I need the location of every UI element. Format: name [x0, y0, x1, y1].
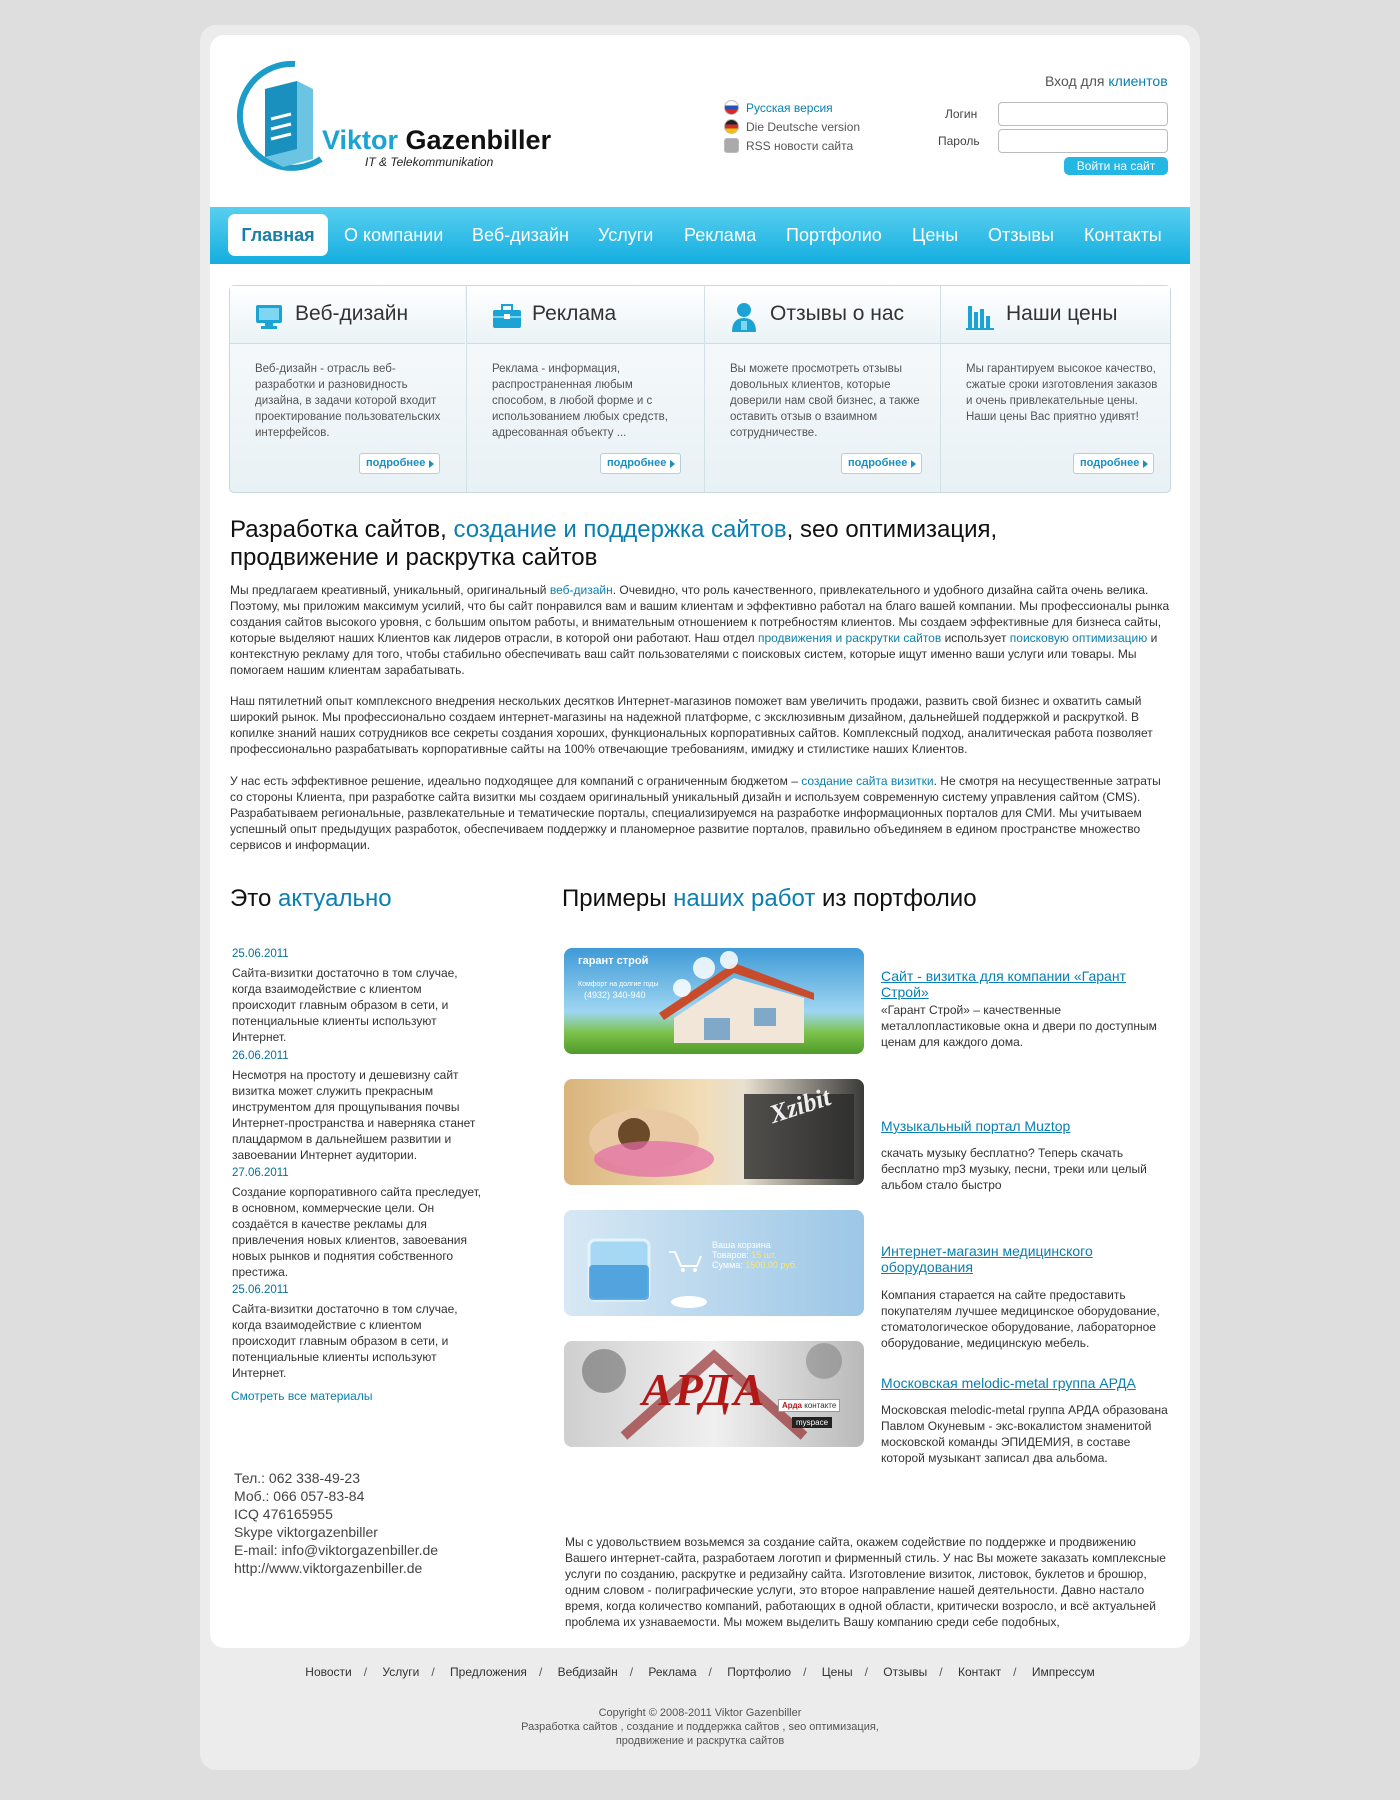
news-text: Создание корпоративного сайта преследует, в основном, коммерческие цели. Он создаётся в качестве рекламы для привлечения новых клиентов, завоевания новых рынков и поднятия собственного престижа.	[232, 1185, 482, 1279]
logo-name[interactable]	[322, 125, 551, 156]
promotion-link[interactable]: продвижения и раскрутки сайтов	[757, 631, 942, 645]
text: . Не смотря на несущественные затраты со стороны Клиента, при разработке сайта визитки мы создаем оригинальный уникальный дизайн и используем современную систему управления сайтом (CMS). Разрабатываем региональные, развлекательные и тематические порталы, специализируемся на разработке информационных порталов для СМИ. Мы учитываем успешный опыт предыдущих разработок, обеспечиваем поддержку и планомерное развитие порталов, правильно объединяем в едином пространстве множество сервисов и информации.	[230, 774, 1161, 852]
page-content	[210, 35, 1190, 1648]
thumb-cart-goods	[712, 1250, 798, 1260]
login-input[interactable]	[998, 102, 1168, 126]
bottom-paragraph: Мы с удовольствием возьмемся за создание сайта, окажем содействие по поддержке и продвижению Вашего интернет-сайта, разработаем логотип и фирменный стиль. У нас Вы можете заказать комплексные услуги по созданию, раскрутке и редизайну сайта. Изготовление визиток, листовок, буклетов и брошюр, одним словом - полиграфические услуги, это второе направление нашей деятельности. Давно настало время, когда количество компаний, работающих в одной области, критически возросло, и всё актуальней проблема их узнаваемости. Мы можем выделить Вашу компанию среди себе подобных,	[565, 1535, 1166, 1629]
separator: /	[538, 1665, 543, 1679]
main-nav	[210, 207, 1190, 264]
main-title-part2: , seo оптимизация, продвижение и раскрутка сайтов	[230, 516, 998, 571]
all-news-link[interactable]: Смотреть все материалы	[231, 1389, 373, 1403]
thumb-cart-sum	[712, 1260, 798, 1270]
portfolio-item-text: «Гарант Строй» – качественные металлопластиковые окна и двери по доступным ценам для каждого дома.	[881, 1003, 1157, 1049]
feature-title: Отзывы о нас	[770, 302, 905, 325]
thumb-brand: гарант строй	[578, 955, 649, 967]
separator: /	[363, 1665, 368, 1679]
contact-website[interactable]: http://www.viktorgazenbiller.de	[234, 1560, 423, 1576]
separator: /	[1013, 1665, 1017, 1679]
footer-link-webdesign[interactable]: Вебдизайн	[557, 1665, 618, 1679]
text: У нас есть эффективное решение, идеально подходящее для компаний с ограниченным бюджетом –	[230, 774, 802, 788]
bar-chart-icon	[966, 302, 994, 330]
main-title-part1: Разработка сайтов,	[230, 516, 454, 543]
rss-icon	[724, 138, 739, 153]
footer-link-reviews[interactable]: Отзывы	[883, 1665, 928, 1679]
footer-link-offers[interactable]: Предложения	[450, 1665, 527, 1679]
logo-name-last: Gazenbiller	[398, 125, 552, 155]
nav-prices[interactable]: Цены	[912, 225, 959, 245]
thumb-tag-text: контакте	[804, 1401, 837, 1410]
monitor-icon	[255, 302, 283, 330]
more-button[interactable]: подробнее	[600, 453, 681, 474]
portfolio-item-title[interactable]: Московская melodic-metal группа АРДА	[881, 1375, 1136, 1391]
rss-label: RSS новости сайта	[746, 138, 854, 153]
more-button[interactable]: подробнее	[359, 453, 440, 474]
separator: /	[939, 1665, 943, 1679]
login-title	[1045, 73, 1168, 89]
feature-prices	[941, 286, 1170, 492]
news-title-text: Это	[230, 885, 278, 912]
separator: /	[629, 1665, 634, 1679]
news-title	[230, 885, 392, 913]
seo-link[interactable]: поисковую оптимизацию	[1009, 631, 1148, 645]
news-date: 27.06.2011	[232, 1167, 289, 1179]
thumb-label: Товаров:	[712, 1250, 749, 1260]
news-text: Сайта-визитки достаточно в том случае, когда взаимодействие с клиентом происходит главным образом в сети, и потенциальные клиенты используют Интернет.	[232, 966, 458, 1044]
nav-webdesign[interactable]: Веб-дизайн	[472, 225, 569, 245]
portfolio-title	[562, 885, 977, 913]
login-button[interactable]: Войти на сайт	[1064, 157, 1168, 175]
ecommerce-paragraph: Наш пятилетний опыт комплексного внедрения нескольких десятков Интернет-магазинов поможет вам увеличить продажи, развить свой бизнес и охватить самый широкий рынок. Мы профессионально создаем интернет-магазины на надежной платформе, с эксклюзивным дизайном, дальнейшей поддержкой и раскруткой. В копилке знаний наших сотрудников все секреты создания хороших, функциональных корпоративных сайтов. Комплексный подход, аналитическая работа позволяет профессионально разрабатывать корпоративные сайты на 100% отвечающие требованиям, имиджу и стилистике наших Клиентов.	[230, 694, 1153, 756]
feature-text: Реклама - информация, распространенная любым способом, в любой форме и с использованием любых средств, адресованная объекту ...	[492, 363, 668, 439]
contact-phone: Тел.: 062 338-49-23	[234, 1470, 360, 1486]
feature-text: Вы можете просмотреть отзывы довольных клиентов, которые доверили нам свой бизнес, а также оставить отзыв о взаимном сотрудничестве.	[730, 363, 920, 439]
nav-home[interactable]: Главная	[228, 214, 328, 256]
nav-advertising[interactable]: Реклама	[684, 225, 757, 245]
thumb-tag-text: Арда	[782, 1401, 802, 1410]
footer-link-advertising[interactable]: Реклама	[648, 1665, 697, 1679]
login-label: Логин	[945, 107, 978, 121]
thumb-value: 1500.00 руб.	[745, 1260, 798, 1270]
news-text: Несмотря на простоту и дешевизну сайт визитка может служить прекрасным инструментом для прощупывания почвы Интернет-пространства и наверняка станет плацдармом в дальнейшем развитии и завоевании Интернет аудитории.	[232, 1068, 476, 1162]
portfolio-item-text: Компания старается на сайте предоставить покупателям лучшее медицинское оборудование, стоматологическое оборудование, лабораторное оборудование, медицинскую мебель.	[881, 1288, 1160, 1350]
footer-tagline: продвижение и раскрутка сайтов	[615, 1735, 785, 1747]
news-text: Сайта-визитки достаточно в том случае, когда взаимодействие с клиентом происходит главным образом в сети, и потенциальные клиенты используют Интернет.	[232, 1302, 458, 1380]
portfolio-title-text: из портфолио	[815, 885, 977, 912]
nav-portfolio[interactable]: Портфолио	[786, 225, 882, 245]
news-date: 26.06.2011	[232, 1050, 289, 1062]
news-date: 25.06.2011	[232, 948, 289, 960]
webdesign-link[interactable]: веб-дизайн	[549, 583, 613, 597]
logo-subtitle: IT & Telekommunikation	[365, 155, 494, 169]
page-wrapper	[200, 25, 1200, 1770]
footer-link-prices[interactable]: Цены	[821, 1665, 853, 1679]
footer-link-contact[interactable]: Контакт	[957, 1665, 1002, 1679]
feature-title: Наши цены	[1006, 302, 1118, 325]
contact-mobile: Моб.: 066 057-83-84	[234, 1488, 365, 1504]
footer-link-portfolio[interactable]: Портфолио	[727, 1665, 792, 1679]
briefcase-icon	[492, 302, 520, 330]
separator: /	[803, 1665, 807, 1679]
separator: /	[431, 1665, 435, 1679]
portfolio-thumb-arda[interactable]	[564, 1341, 864, 1447]
copyright: Copyright © 2008-2011 Viktor Gazenbiller	[598, 1707, 802, 1719]
lang-german-label: Die Deutsche version	[746, 119, 861, 134]
main-title-highlight: создание и поддержка сайтов	[453, 516, 787, 543]
feature-text: Мы гарантируем высокое качество, сжатые сроки изготовления заказов и очень привлекательные цены. Наши цены Вас приятно удивят!	[966, 363, 1158, 423]
login-title-link[interactable]: клиентов	[1108, 73, 1168, 89]
main-title	[230, 516, 1130, 572]
russia-flag-icon	[724, 100, 739, 115]
lang-german[interactable]	[724, 119, 860, 134]
password-input[interactable]	[998, 129, 1168, 153]
thumb-tag: myspace	[792, 1417, 832, 1428]
thumb-slogan: Комфорт на долгие годы	[578, 981, 659, 988]
feature-title: Реклама	[532, 302, 617, 325]
thumb-value: 15 шт.	[751, 1250, 777, 1260]
feature-webdesign	[230, 286, 465, 492]
business-card-paragraph	[230, 773, 1175, 853]
thumb-label: Xzibit	[765, 1082, 834, 1129]
feature-text: Веб-дизайн - отрасль веб-разработки и разновидность дизайна, в задачи которой входит проектирование пользовательских интерфейсов.	[255, 363, 441, 439]
germany-flag-icon	[724, 119, 739, 134]
footer-link-impressum[interactable]: Импрессум	[1031, 1665, 1095, 1679]
feature-header	[941, 286, 1170, 344]
business-card-link[interactable]: создание сайта визитки	[801, 774, 934, 788]
portfolio-thumb-garant[interactable]	[564, 948, 864, 1054]
logo-icon[interactable]	[235, 59, 345, 174]
news-date: 25.06.2011	[232, 1284, 289, 1296]
logo-name-first: Viktor	[322, 125, 399, 155]
features-panel	[229, 285, 1171, 493]
lang-russian-label: Русская версия	[746, 100, 833, 115]
feature-reviews	[705, 286, 940, 492]
password-label: Пароль	[938, 134, 980, 148]
feature-header	[230, 286, 465, 344]
portfolio-thumb-medical[interactable]	[564, 1210, 864, 1316]
feature-header	[705, 286, 940, 344]
nav-about[interactable]: О компании	[344, 225, 444, 245]
more-button[interactable]: подробнее	[1073, 453, 1154, 474]
separator: /	[708, 1665, 712, 1679]
contact-skype: Skype viktorgazenbiller	[234, 1524, 378, 1540]
person-icon	[730, 302, 758, 330]
more-button[interactable]: подробнее	[841, 453, 922, 474]
nav-services[interactable]: Услуги	[598, 225, 654, 245]
separator: /	[864, 1665, 868, 1679]
thumb-logo: АРДА	[642, 1364, 767, 1415]
text: использует	[941, 631, 1010, 645]
footer-link-news[interactable]: Новости	[305, 1665, 352, 1679]
news-title-highlight: актуально	[278, 885, 392, 912]
lang-russian[interactable]	[724, 100, 833, 115]
nav-reviews[interactable]: Отзывы	[988, 225, 1054, 245]
portfolio-item-text: Московская melodic-metal группа АРДА образована Павлом Окуневым - экс-вокалистом знаменитой московской команды ЭПИДЕМИЯ, в составе которой музыкант записал два альбома.	[881, 1403, 1168, 1465]
thumb-label: Сумма:	[712, 1260, 743, 1270]
contact-icq: ICQ 476165955	[234, 1506, 333, 1522]
intro-paragraph	[230, 582, 1175, 678]
thumb-cart-title: Ваша корзина	[712, 1240, 771, 1250]
contact-email[interactable]: E-mail: info@viktorgazenbiller.de	[234, 1542, 439, 1558]
login-title-text: Вход для	[1045, 73, 1109, 89]
feature-advertising	[467, 286, 704, 492]
rss-link[interactable]	[724, 138, 853, 153]
thumb-tag	[778, 1399, 840, 1412]
thumb-cart	[712, 1240, 798, 1270]
footer-link-services[interactable]: Услуги	[382, 1665, 420, 1679]
feature-header	[467, 286, 704, 344]
thumb-phone: (4932) 340-940	[584, 990, 646, 1000]
portfolio-item-title[interactable]: Музыкальный портал Muztop	[881, 1118, 1071, 1134]
footer-tagline: Разработка сайтов , создание и поддержка сайтов , seo оптимизация,	[521, 1721, 879, 1733]
feature-title: Веб-дизайн	[295, 302, 409, 325]
portfolio-item-title[interactable]: Сайт - визитка для компании «Гарант Строй»	[881, 968, 1126, 1000]
footer-nav	[200, 1665, 1200, 1679]
portfolio-item-text: скачать музыку бесплатно? Теперь скачать бесплатно mp3 музыку, песни, треки или целый альбом стало быстро	[881, 1146, 1147, 1192]
nav-contacts[interactable]: Контакты	[1084, 225, 1162, 245]
portfolio-thumb-muztop[interactable]	[564, 1079, 864, 1185]
portfolio-item-title[interactable]: Интернет-магазин медицинского оборудования	[881, 1243, 1093, 1275]
text: . Очевидно, что роль качественного, привлекательного и удобного дизайна сайта очень велика. Поэтому, мы приложим максимум усилий, что бы сайт понравился вам и вашим клиентам и эффективно работал на благо вашей компании. Мы профессионалы рынка создания сайтов высокого уровня, с большим опытом работы, и внимательным отношением к потребностям клиентов. Мы создаем эффективные для бизнеса сайты, которые выделяют наших Клиентов как лидеров отрасли, в которой они работают. Наш отдел	[230, 583, 1170, 645]
portfolio-title-text: Примеры	[562, 885, 674, 912]
text: и контекстную рекламу для того, чтобы стабильно обеспечивать ваш сайт пользователями с поисковых систем, которые ищут именно ваши услуги или товары. Мы помогаем нашим клиентам зарабатывать.	[230, 631, 1158, 677]
text: Мы предлагаем креативный, уникальный, оригинальный	[230, 583, 550, 597]
portfolio-title-highlight: наших работ	[673, 885, 816, 912]
